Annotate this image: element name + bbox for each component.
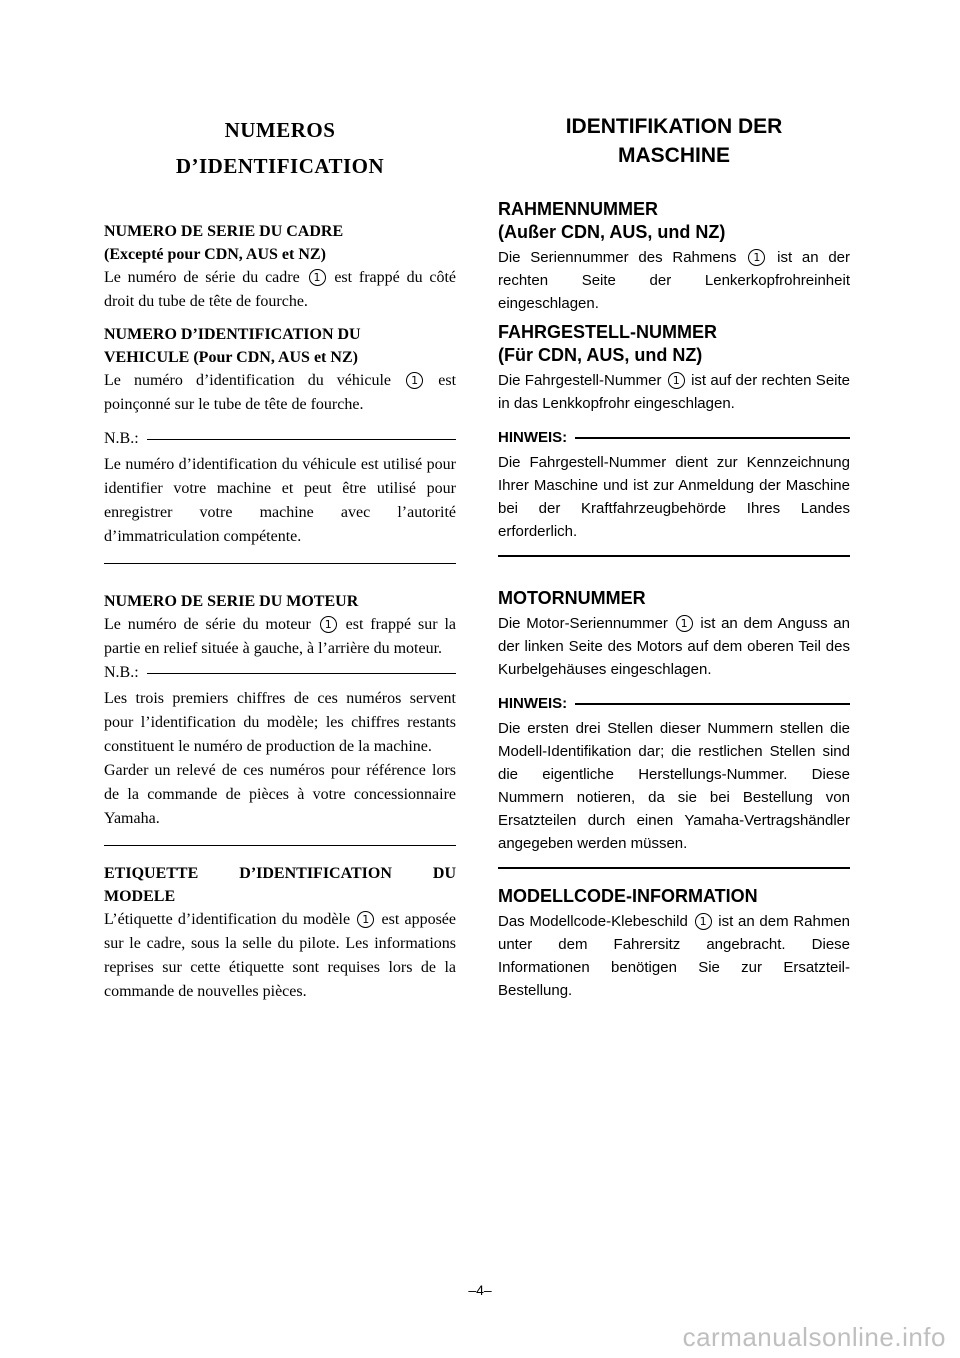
de-model-text: Das Modellcode-Klebeschild 1 ist an dem Rahmen unter dem Fahrersitz angebracht. Diese Informationen benötigen Sie zur Ersatzteil-Bestellung. (498, 913, 851, 999)
fr-model-heading: ETIQUETTE D’IDENTIFICATION DU MODELE (104, 865, 456, 905)
fr-frame-text: Le numéro de série du cadre 1 est frappé du côté droit du tube de tête de fourche. (104, 269, 457, 310)
de-title: IDENTIFIKATION DER MASCHINE (565, 115, 783, 167)
divider (104, 563, 456, 564)
french-column (104, 112, 456, 1013)
divider (498, 555, 850, 557)
fr-model-text: L’étiquette d’identification du modèle 1 est apposée sur le cadre, sous la selle du pilote. Les informations reprises sur cette étiquette sont requises lors de la commande de nouvelles pièces. (104, 911, 457, 1000)
fr-vin-text: Le numéro d’identification du véhicule 1 est poinçonné sur le tube de tête de fourche. (104, 372, 457, 413)
page-number: –4– (468, 1282, 492, 1298)
divider (104, 845, 456, 846)
fr-frame-section (104, 220, 456, 314)
de-engine-note-heading: HINWEIS: (498, 693, 850, 715)
de-frame-section (498, 198, 850, 315)
fr-frame-heading: NUMERO DE SERIE DU CADRE (104, 223, 344, 240)
fr-engine-text: Le numéro de série du moteur 1 est frappé sur la partie en relief située à gauche, à l’arrière du moteur. (104, 616, 457, 657)
fr-frame-subheading: (Excepté pour CDN, AUS et NZ) (104, 246, 326, 263)
fr-model-section (104, 862, 456, 1004)
de-vin-subheading: (Für CDN, AUS, und NZ) (498, 345, 703, 365)
fr-vin-note-heading: N.B.: (104, 427, 456, 451)
de-vin-heading: FAHRGESTELL-NUMMER (498, 322, 717, 342)
divider (147, 673, 456, 674)
de-engine-text: Die Motor-Seriennummer 1 ist an dem Anguss an der linken Seite des Motors auf dem oberen Teil des Kurbelgehäuses eingeschlagen. (498, 615, 850, 678)
fr-engine-section (104, 590, 456, 846)
fr-engine-heading: NUMERO DE SERIE DU MOTEUR (104, 593, 359, 610)
de-engine-note-text: Die ersten drei Stellen dieser Nummern stellen die Modell-Identifikation dar; die restlichen Stellen sind die eigentliche Herstellungs-Nummer. Diese Nummern notieren, da sie bei Bestellung von Ersatzteilen durch einen Yamaha-Vertragshändler angegeben werden müssen. (498, 720, 850, 852)
callout-1-icon: 1 (320, 616, 337, 633)
fr-engine-note-text: Les trois premiers chiffres de ces numéros servent pour l’identification du modèle; les chiffres restants constituent le numéro de production de la machine. (104, 690, 456, 755)
de-engine-section (498, 587, 850, 869)
de-frame-text: Die Seriennummer des Rahmens 1 ist an der rechten Seite der Lenkerkopfrohreinheit eingeschlagen. (498, 249, 851, 312)
fr-vin-heading: NUMERO D’IDENTIFICATION DU (104, 326, 361, 343)
fr-engine-note-heading: N.B.: (104, 661, 456, 685)
de-engine-heading: MOTORNUMMER (498, 588, 646, 608)
de-frame-heading: RAHMENNUMMER (498, 199, 658, 219)
divider (575, 437, 850, 439)
de-vin-note-text: Die Fahrgestell-Nummer dient zur Kennzeichnung Ihrer Maschine und ist zur Anmeldung der Maschine bei der Kraftfahrzeugbehörde Ihres Landes erforderlich. (498, 454, 850, 540)
de-model-section (498, 885, 850, 1002)
divider (147, 439, 456, 440)
callout-1-icon: 1 (668, 372, 685, 389)
german-column (498, 112, 850, 1008)
fr-title: NUMEROS D’IDENTIFICATION (175, 118, 385, 178)
callout-1-icon: 1 (748, 249, 765, 266)
de-vin-note-heading: HINWEIS: (498, 427, 850, 449)
fr-vin-note-text: Le numéro d’identification du véhicule est utilisé pour identifier votre machine et peut être utilisé pour enregistrer votre machine avec l’autorité d’immatriculation compétente. (104, 456, 456, 545)
watermark: carmanualsonline.info (682, 1322, 946, 1352)
divider (498, 867, 850, 869)
callout-1-icon: 1 (676, 615, 693, 632)
callout-1-icon: 1 (406, 372, 423, 389)
callout-1-icon: 1 (357, 911, 374, 928)
fr-vin-heading-2: VEHICULE (Pour CDN, AUS et NZ) (104, 349, 358, 366)
de-vin-section (498, 321, 850, 557)
de-model-heading: MODELLCODE-INFORMATION (498, 886, 758, 906)
de-frame-subheading: (Außer CDN, AUS, und NZ) (498, 222, 726, 242)
divider (575, 703, 850, 705)
callout-1-icon: 1 (695, 913, 712, 930)
fr-engine-note-text-2: Garder un relevé de ces numéros pour référence lors de la commande de pièces à votre concessionnaire Yamaha. (104, 762, 456, 827)
de-vin-text: Die Fahrgestell-Nummer 1 ist auf der rechten Seite in das Lenkkopfrohr eingeschlagen. (498, 372, 850, 412)
callout-1-icon: 1 (309, 269, 326, 286)
fr-vin-section (104, 323, 456, 564)
